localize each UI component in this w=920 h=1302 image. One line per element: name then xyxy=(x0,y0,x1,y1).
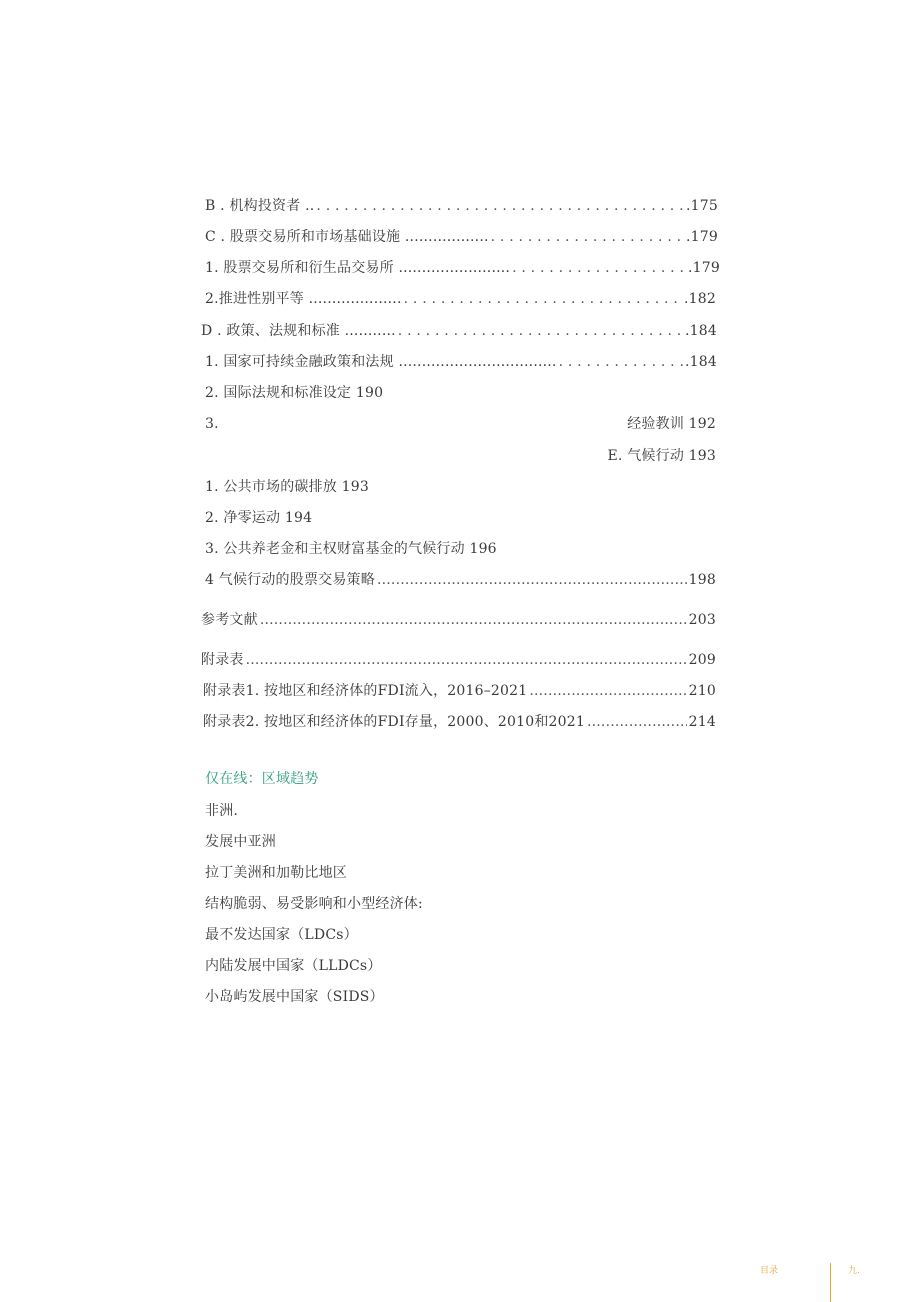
toc-entry-number: 3. xyxy=(205,416,219,432)
toc-entry-e3-pension-sovereign[interactable] xyxy=(205,540,497,558)
toc-entry-label: 2.推进性别平等 .................... xyxy=(205,291,402,307)
toc-entry-c1-stock-derivatives-exchanges[interactable] xyxy=(205,259,720,277)
toc-entry-page: 214 xyxy=(688,714,716,730)
online-item-ldcs[interactable]: 最不发达国家（LDCs） xyxy=(205,927,358,943)
toc-entry-d-policy-regulation[interactable] xyxy=(201,322,717,340)
online-item-lldcs[interactable]: 内陆发展中国家（LLDCs） xyxy=(205,958,382,974)
online-item-latin-america-caribbean[interactable]: 拉丁美洲和加勒比地区 xyxy=(205,865,347,881)
toc-entry-c2-gender-equality[interactable] xyxy=(205,290,716,308)
toc-entry-page: 210 xyxy=(688,683,716,699)
online-only-heading: 仅在线：区域趋势 xyxy=(205,771,319,787)
toc-entry-page: .179 xyxy=(688,260,720,276)
toc-entry-c-exchanges-infrastructure[interactable] xyxy=(205,228,718,246)
dot-leader xyxy=(404,290,682,308)
toc-entry-label: 2. 国际法规和标准设定 190 xyxy=(205,385,384,401)
toc-entry-label: 经验教训 192 xyxy=(627,416,716,432)
toc-entry-page: 209 xyxy=(688,652,716,668)
toc-entry-label: 附录表1. 按地区和经济体的FDI流入，2016–2021 xyxy=(203,683,528,699)
toc-entry-page: .182 xyxy=(684,291,716,307)
toc-entry-b-institutional-investors[interactable] xyxy=(205,197,718,215)
dot-leader xyxy=(512,259,686,277)
dot-leader xyxy=(491,228,684,246)
toc-entry-annex-table-1[interactable] xyxy=(203,682,716,700)
toc-entry-annex-table-2[interactable] xyxy=(203,713,716,731)
toc-entry-label: 1. 国家可持续金融政策和法规 .................................. xyxy=(205,354,557,370)
toc-entry-d1-national-policy[interactable] xyxy=(205,353,717,371)
toc-entry-e-climate-action[interactable] xyxy=(500,447,716,465)
toc-entry-d3-number xyxy=(205,415,219,433)
dot-leader xyxy=(529,682,686,700)
footer-page-number: 九. xyxy=(848,1266,860,1276)
toc-entry-page: .184 xyxy=(685,323,717,339)
toc-entry-label: 参考文献 xyxy=(201,612,258,628)
online-item-sids[interactable]: 小岛屿发展中国家（SIDS） xyxy=(205,989,384,1005)
toc-entry-label: D . 政策、法规和标准 ........... xyxy=(201,323,396,339)
dot-leader xyxy=(587,713,687,731)
toc-entry-label: 1. 股票交易所和衍生品交易所 ........................ xyxy=(205,260,511,276)
toc-entry-page: .179 xyxy=(686,229,718,245)
toc-entry-label: 2. 净零运动 194 xyxy=(205,510,313,526)
toc-entry-e1-carbon-emissions[interactable] xyxy=(205,478,369,496)
footer-section-label: 目录 xyxy=(760,1266,779,1276)
toc-entry-label: 1. 公共市场的碳排放 193 xyxy=(205,479,369,495)
toc-entry-label: E. 气候行动 193 xyxy=(607,448,716,464)
toc-entry-page: .175 xyxy=(686,198,718,214)
toc-entry-label: B . 机构投资者 .. xyxy=(205,198,315,214)
online-item-africa[interactable]: 非洲. xyxy=(205,803,239,819)
footer-divider xyxy=(830,1263,831,1302)
toc-entry-page: .184 xyxy=(685,354,717,370)
dot-leader xyxy=(398,322,683,340)
dot-leader xyxy=(260,611,687,629)
toc-entry-page: 203 xyxy=(688,612,716,628)
toc-entry-d3-lessons[interactable] xyxy=(500,415,716,433)
toc-entry-label: 4 气候行动的股票交易策略 xyxy=(205,572,375,588)
toc-entry-page: 198 xyxy=(688,572,716,588)
toc-entry-references[interactable] xyxy=(201,611,716,629)
toc-entry-label: C . 股票交易所和市场基础设施 .................. xyxy=(205,229,489,245)
online-item-vulnerable-economies[interactable]: 结构脆弱、易受影响和小型经济体: xyxy=(205,896,423,912)
toc-entry-label: 附录表2. 按地区和经济体的FDI存量，2000、2010和2021 xyxy=(203,714,585,730)
dot-leader xyxy=(316,197,684,215)
toc-entry-e2-net-zero[interactable] xyxy=(205,509,312,527)
online-item-developing-asia[interactable]: 发展中亚洲 xyxy=(205,834,276,850)
toc-entry-e4-trading-strategy[interactable] xyxy=(205,571,716,589)
dot-leader xyxy=(246,651,687,669)
dot-leader xyxy=(559,353,683,371)
toc-entry-annex-tables[interactable] xyxy=(201,651,716,669)
toc-entry-label: 附录表 xyxy=(201,652,244,668)
toc-entry-d2-international-standards[interactable] xyxy=(205,384,383,402)
toc-entry-label: 3. 公共养老金和主权财富基金的气候行动 196 xyxy=(205,541,497,557)
dot-leader xyxy=(377,571,687,589)
